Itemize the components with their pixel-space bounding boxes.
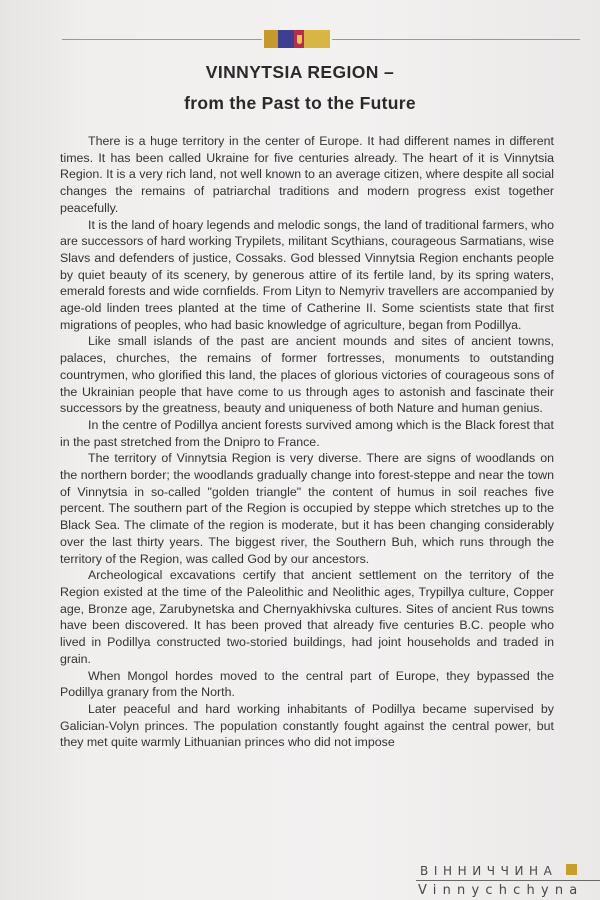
footer-brand: [410, 860, 600, 900]
ornament-gold-block-right: [304, 30, 330, 48]
paragraph: There is a huge territory in the center of Europe. It had different names in different times. It has been called Ukraine for five centuries already. The heart of it is Vinnytsia Region. It is a very rich land, not well known to an average citizen, where despite all social changes the remains of patriarchal traditions and modern progress exist together peacefully.: [60, 134, 554, 215]
page-title-line2: from the Past to the Future: [184, 93, 416, 113]
paragraph: Like small islands of the past are ancient mounds and sites of ancient towns, palaces, churches, the remains of former fortresses, monuments to outstanding countrymen, who glorified this land, the places of glorious victories of courageous sons of the Ukrainian people that have come to us through ages to astonish and fascinate their successors by the greatness, beauty and uniqueness of both Nature and human genius.: [60, 334, 554, 416]
article-body: [60, 133, 554, 751]
paragraph: The territory of Vinnytsia Region is very diverse. There are signs of woodlands on the northern border; the woodlands gradually change into forest-steppe and near the town of Vinnytsia in so-called "golden triangle" the content of humus in soil reaches five percent. The southern part of the Region is occupied by steppe which stretches up to the Black Sea. The climate of the region is moderate, but it has been changing considerably over the last thirty years. The biggest river, the Southern Buh, which runs through the territory of the Region, was called God by our ancestors.: [60, 451, 554, 566]
ornament-gold-block: [264, 30, 278, 48]
header-ornament: [264, 30, 330, 48]
paragraph: When Mongol hordes moved to the central part of Europe, they bypassed the Podillya granary from the North.: [60, 668, 554, 700]
paragraph: Archeological excavations certify that ancient settlement on the territory of the Region existed at the time of the Paleolithic and Neolithic ages, Trypillya culture, Copper age, Bronze age, Zarubynetska and Chernyakhivska cultures. Sites of ancient Rus towns have been discovered. It has been proved that already five centuries B.C. people who lived in Podillya constructed two-storied buildings, had joint households and traded in grain.: [60, 568, 554, 666]
header-rule-right: [332, 39, 580, 40]
footer-gold-square-icon: [566, 864, 577, 875]
paragraph: In the centre of Podillya ancient forests survived among which is the Black forest that in the past stretched from the Dnipro to France.: [60, 417, 554, 449]
paragraph: It is the land of hoary legends and melodic songs, the land of traditional farmers, who are successors of hard working Trypilets, militant Scythians, courageous Sarmatians, wise Slavs and defenders of justice, Cossaks. God blessed Vinnytsia Region enchants people by quiet beauty of its scenery, by generous attire of its fertile land, by its spring waters, emerald forests and wide cornfields. From Lityn to Nemyriv travellers are accompanied by age-old linden trees planted at the time of Catherine II. Some scientists state that first migrations of peoples, who had basic knowledge of agriculture, began from Podillya.: [60, 217, 554, 332]
page-title-line1: VINNYTSIA REGION –: [205, 62, 395, 82]
footer-brand-latin: Vinnychchyna: [418, 883, 584, 898]
footer-divider: [416, 880, 600, 881]
header-rule-left: [62, 39, 262, 40]
footer-brand-cyrillic: ВІННИЧЧИНА: [420, 864, 558, 878]
paragraph: Later peaceful and hard working inhabitants of Podillya became supervised by Galician-Volyn princes. The population constantly fought against the central power, but they met quite warmly Lithuanian princes who did not impose: [60, 701, 554, 750]
ornament-blue-block: [278, 30, 294, 48]
coat-of-arms-icon: [294, 30, 304, 48]
